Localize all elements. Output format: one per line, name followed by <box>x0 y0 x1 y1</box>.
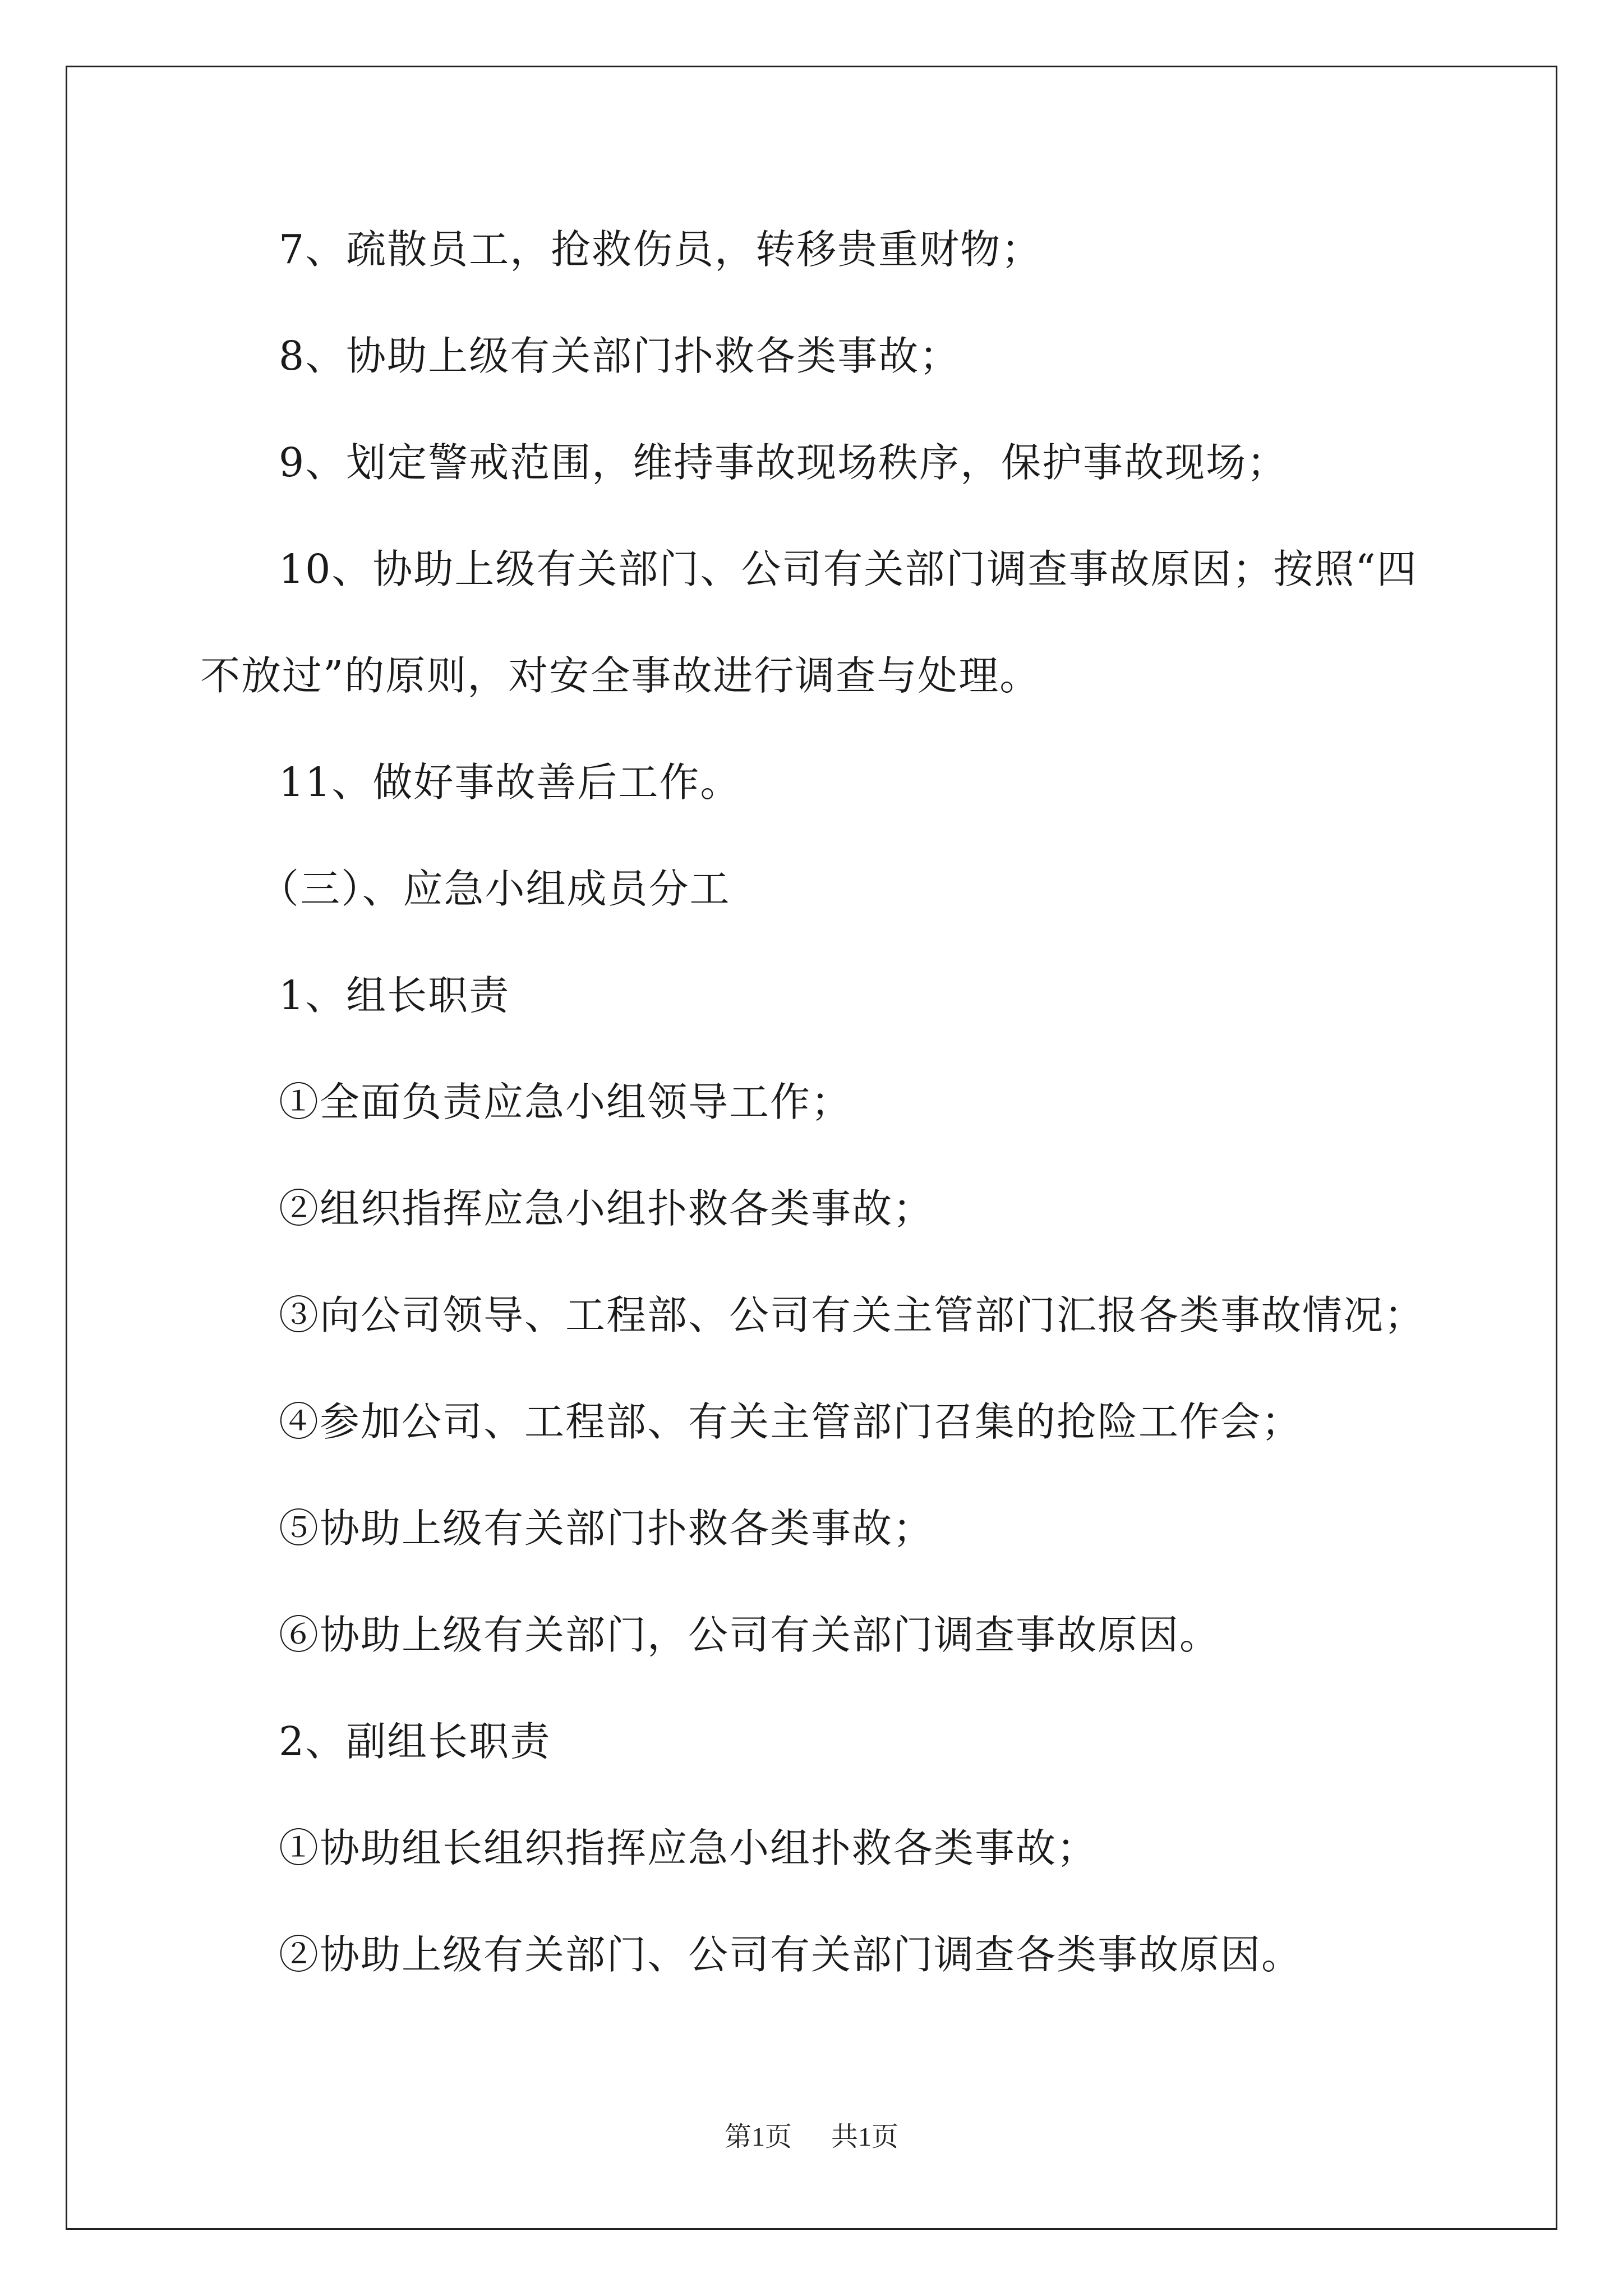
page-total: 共1页 <box>831 2122 899 2152</box>
text-line: 8、协助上级有关部门扑救各类事故； <box>279 333 961 379</box>
list-item: ⑥协助上级有关部门，公司有关部门调查事故原因。 <box>279 1612 1221 1658</box>
text-line: 不放过”的原则，对安全事故进行调查与处理。 <box>200 652 1041 699</box>
list-item: ⑤协助上级有关部门扑救各类事故； <box>279 1505 934 1552</box>
text-line: 11、做好事故善后工作。 <box>279 759 741 806</box>
list-item: ①全面负责应急小组领导工作； <box>279 1079 852 1125</box>
text-line: 9、划定警戒范围，维持事故现场秩序，保护事故现场； <box>279 439 1288 486</box>
subsection-heading: 2、副组长职责 <box>279 1718 551 1765</box>
page-footer <box>0 2120 1623 2154</box>
text-line: 7、疏散员工，抢救伤员，转移贵重财物； <box>279 226 1043 273</box>
subsection-heading: 1、组长职责 <box>279 972 510 1019</box>
text-line: 10、协助上级有关部门、公司有关部门调查事故原因；按照“四 <box>279 546 1418 592</box>
list-item: ②协助上级有关部门、公司有关部门调查各类事故原因。 <box>279 1931 1303 1978</box>
list-item: ④参加公司、工程部、有关主管部门召集的抢险工作会； <box>279 1398 1303 1445</box>
list-item: ②组织指挥应急小组扑救各类事故； <box>279 1185 934 1232</box>
list-item: ①协助组长组织指挥应急小组扑救各类事故； <box>279 1825 1098 1871</box>
section-heading: （三）、应急小组成员分工 <box>259 866 731 912</box>
page-border <box>66 66 1557 2230</box>
list-item: ③向公司领导、工程部、公司有关主管部门汇报各类事故情况； <box>279 1292 1426 1338</box>
page-number: 第1页 <box>724 2122 792 2152</box>
